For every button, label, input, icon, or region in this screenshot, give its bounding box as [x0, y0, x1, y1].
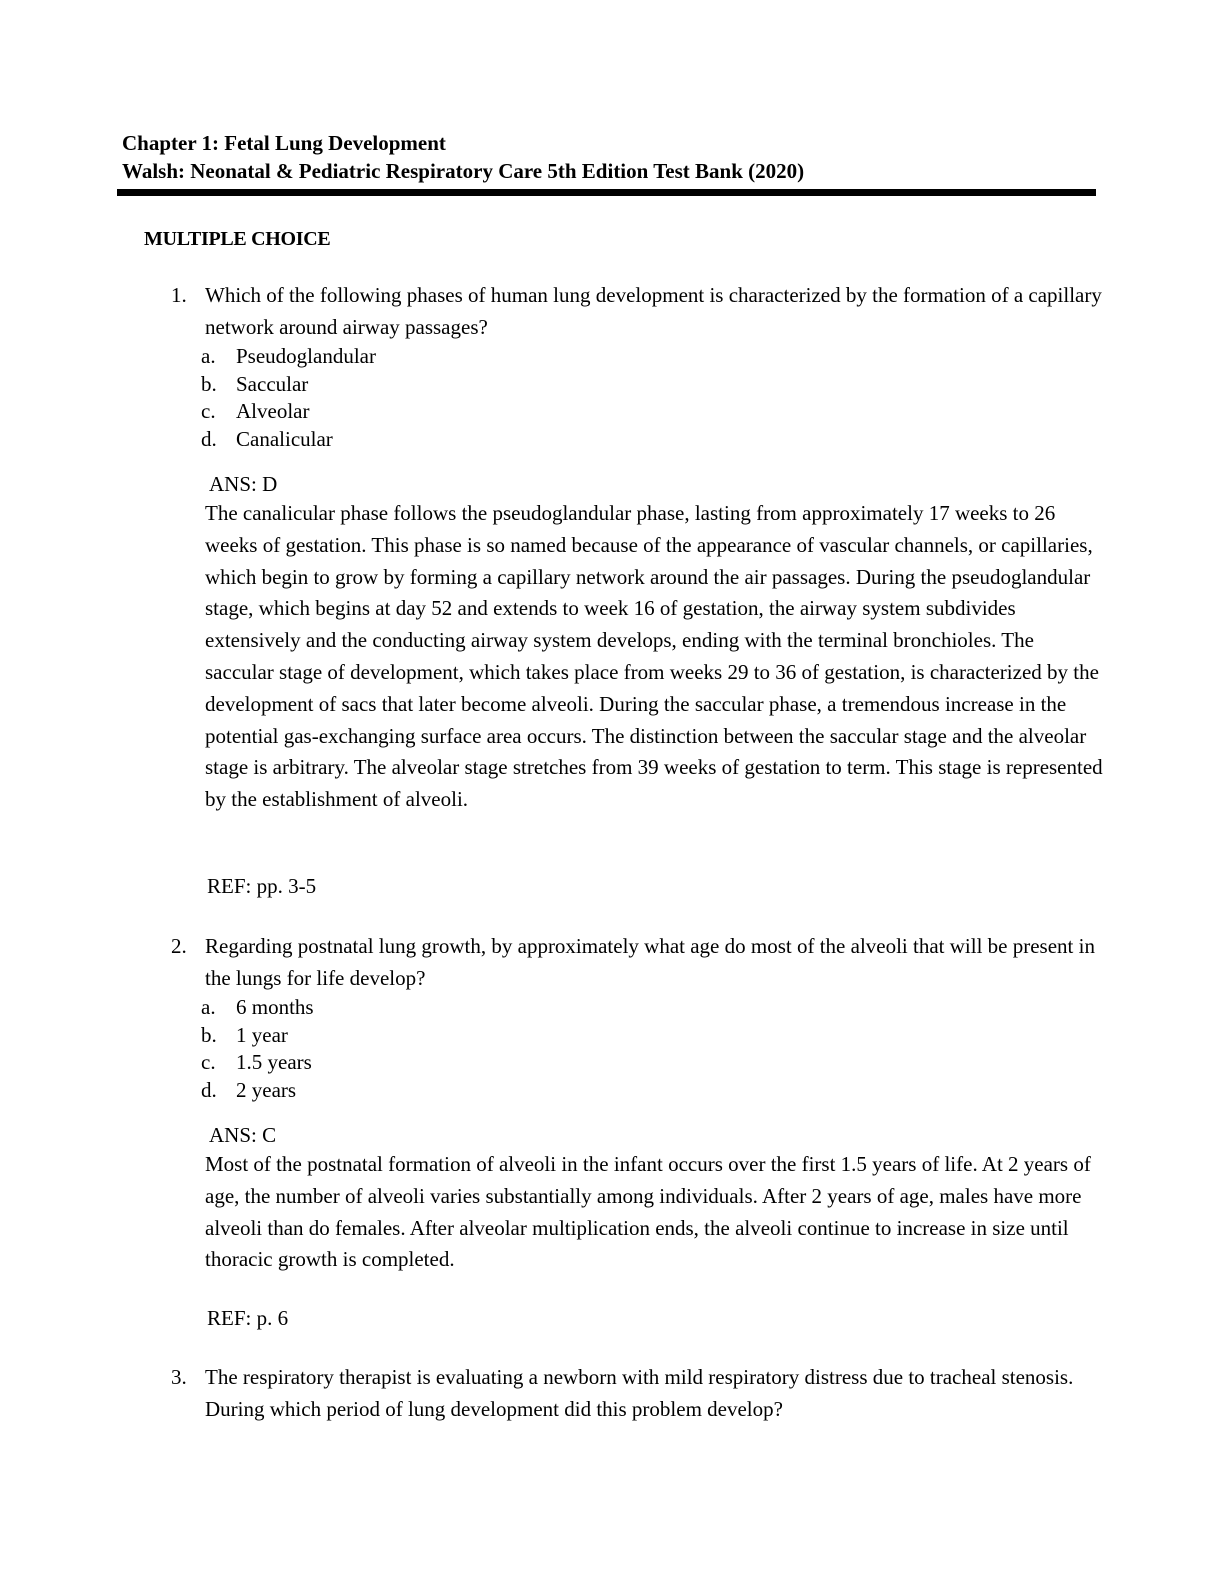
section-heading: MULTIPLE CHOICE: [144, 228, 331, 250]
question-text: Regarding postnatal lung growth, by approximately what age do most of the alveoli that will be present in the lungs for life develop?: [205, 934, 1095, 990]
option-letter: c.: [201, 399, 216, 423]
option-text: Saccular: [236, 371, 309, 396]
page-reference: REF: pp. 3-5: [207, 874, 317, 898]
option-text: Canalicular: [236, 426, 333, 451]
option-letter: d.: [201, 1077, 217, 1102]
option-letter: a.: [201, 344, 216, 368]
question-text: The respiratory therapist is evaluating a newborn with mild respiratory distress due to tracheal stenosis. During which period of lung development did this problem develop?: [205, 1365, 1074, 1421]
option-letter: b.: [201, 371, 217, 396]
option-text: 6 months: [236, 995, 314, 1019]
book-title: Walsh: Neonatal & Pediatric Respiratory Care 5th Edition Test Bank (2020): [122, 159, 805, 183]
answer-rationale: The canalicular phase follows the pseudoglandular phase, lasting from approximately 17 weeks to 26 weeks of gestation. This phase is so named because of the appearance of vascular channels, or capillaries, which begin to grow by forming a capillary network around the air passages. During the pseudoglandular stage, which begins at day 52 and extends to week 16 of gestation, the airway system subdivides extensively and the conducting airway system develops, ending with the terminal bronchioles. The saccular stage of development, which takes place from weeks 29 to 36 of gestation, is characterized by the development of sacs that later become alveoli. During the saccular phase, a tremendous increase in the potential gas-exchanging surface area occurs. The distinction between the saccular stage and the alveolar stage is arbitrary. The alveolar stage stretches from 39 weeks of gestation to term. This stage is represented by the establishment of alveoli.: [205, 501, 1103, 812]
header-divider: [117, 189, 1096, 196]
answer-key: ANS: D: [209, 472, 278, 496]
option-text: 2 years: [236, 1077, 297, 1102]
question-number: 1.: [171, 283, 187, 307]
option-letter: d.: [201, 426, 217, 451]
option-letter: a.: [201, 995, 216, 1019]
option-text: 1 year: [236, 1022, 288, 1047]
page-reference: REF: p. 6: [207, 1306, 289, 1330]
option-text: Alveolar: [236, 399, 310, 423]
option-letter: c.: [201, 1050, 216, 1074]
answer-key: ANS: C: [209, 1123, 277, 1147]
question-text: Which of the following phases of human lung development is characterized by the formation of a capillary network around airway passages?: [205, 283, 1102, 339]
question-number: 3.: [171, 1365, 187, 1389]
option-letter: b.: [201, 1022, 217, 1047]
option-text: Pseudoglandular: [236, 344, 376, 368]
question-number: 2.: [171, 934, 187, 958]
answer-rationale: Most of the postnatal formation of alveoli in the infant occurs over the first 1.5 years of life. At 2 years of age, the number of alveoli varies substantially among individuals. After 2 years of age, males have more alveoli than do females. After alveolar multiplication ends, the alveoli continue to increase in size until thoracic growth is completed.: [205, 1152, 1091, 1272]
option-text: 1.5 years: [236, 1050, 312, 1074]
chapter-title: Chapter 1: Fetal Lung Development: [122, 131, 446, 155]
